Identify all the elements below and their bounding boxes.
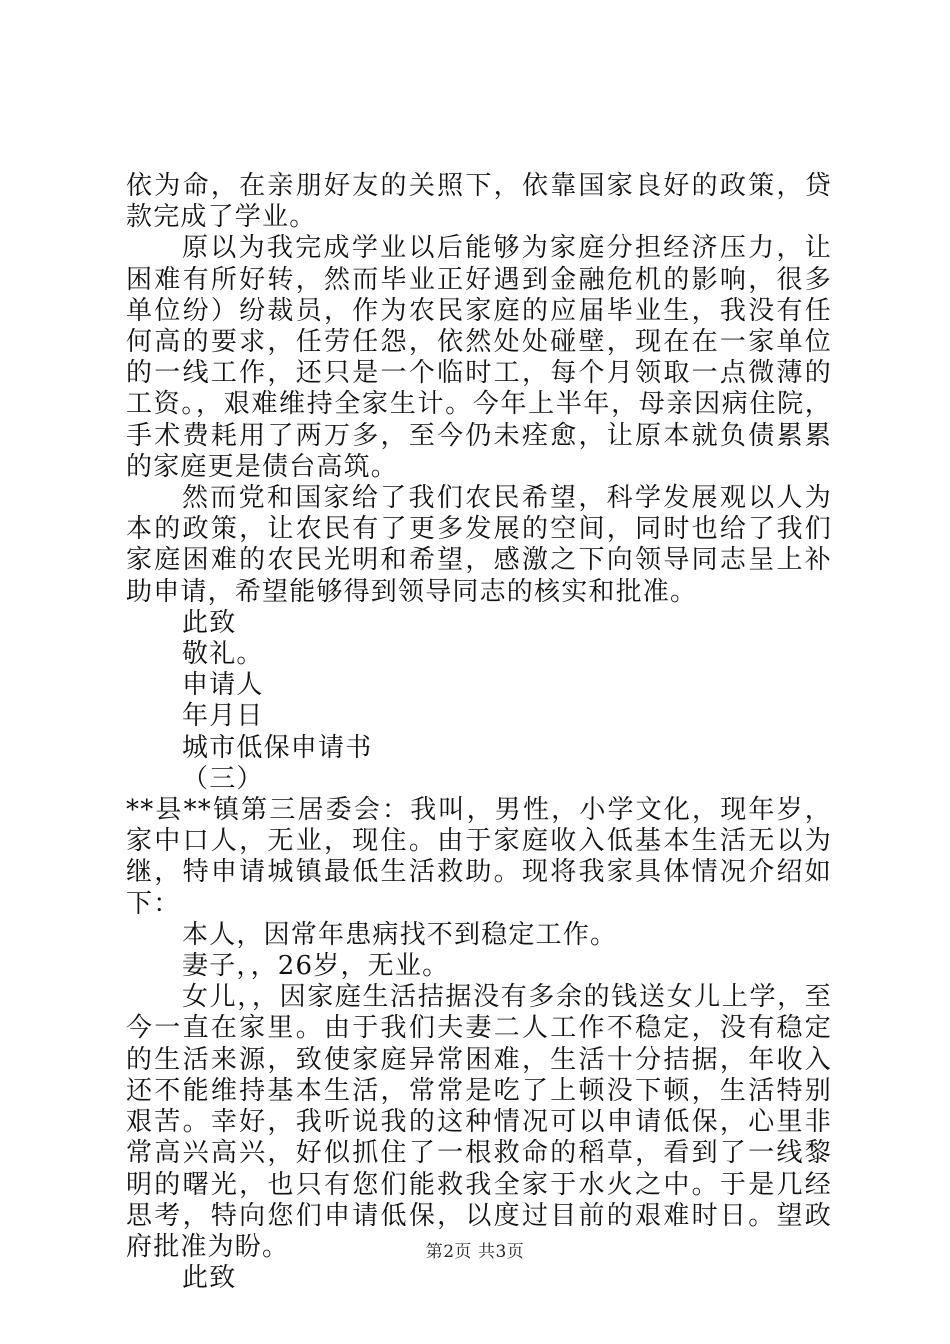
- paragraph: 申请人: [182, 670, 264, 701]
- paragraph: **县**镇第三居委会：我叫，男性，小学文化，现年岁，家中口人，无业，现住。由于家庭收入低基本生活无以为继，特申请城镇最低生活救助。现将我家具体情况介绍如下：: [126, 795, 832, 919]
- paragraph: 女儿，，因家庭生活拮据没有多余的钱送女儿上学，至今一直在家里。由于我们夫妻二人工作不稳定，没有稳定的生活来源，致使家庭异常困难，生活十分拮据，年收入还不能维持基本生活，常常是吃了上顿没下顿，生活特别艰苦。幸好，我听说我的这种情况可以申请低保，心里非常高兴高兴，好似抓住了一根救命的稻草，看到了一线黎明的曙光，也只有您们能救我全家于水火之中。于是几经思考，特向您们申请低保，以度过目前的艰难时日。望政府批准为盼。: [126, 982, 832, 1262]
- paragraph: 然而党和国家给了我们农民希望，科学发展观以人为本的政策，让农民有了更多发展的空间，同时也给了我们家庭困难的农民光明和希望，感激之下向领导同志呈上补助申请，希望能够得到领导同志的核实和批准。: [126, 483, 832, 607]
- page-footer: 第2页 共3页: [425, 1242, 525, 1262]
- paragraph: 原以为我完成学业以后能够为家庭分担经济压力，让困难有所好转，然而毕业正好遇到金融危机的影响，很多单位纷）纷裁员，作为农民家庭的应届毕业生，我没有任何高的要求，任劳任怨，依然处处碰壁，现在在一家单位的一线工作，还只是一个临时工，每个月领取一点微薄的工资。，艰难维持全家生计。今年上半年，母亲因病住院，手术费耗用了两万多，至今仍未痊愈，让原本就负债累累的家庭更是债台高筑。: [126, 233, 832, 482]
- paragraph: 此致: [182, 607, 237, 638]
- paragraph: （三）: [182, 763, 264, 794]
- paragraph: 妻子，，26岁，无业。: [182, 951, 450, 982]
- paragraph: 本人，因常年患病找不到稳定工作。: [182, 919, 618, 950]
- document-body: [126, 171, 832, 1294]
- paragraph: 此致: [182, 1263, 237, 1294]
- paragraph: 敬礼。: [182, 639, 264, 670]
- paragraph: 年月日: [182, 701, 264, 732]
- paragraph: 依为命，在亲朋好友的关照下，依靠国家良好的政策，贷款完成了学业。: [126, 171, 832, 233]
- paragraph: 城市低保申请书: [182, 732, 373, 763]
